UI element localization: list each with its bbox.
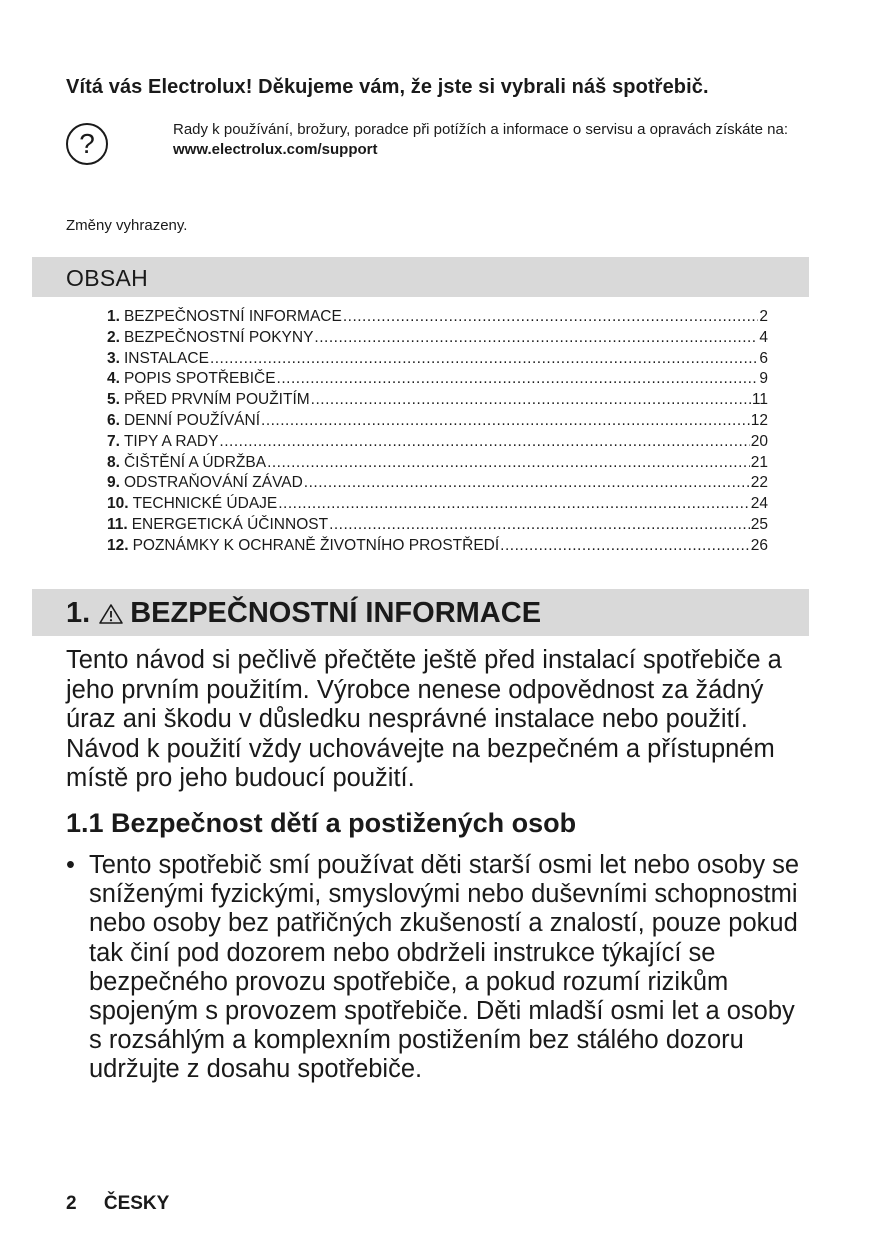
warning-triangle-icon: [98, 602, 124, 626]
toc-leader-dots: [311, 390, 751, 411]
toc-item[interactable]: [107, 411, 768, 432]
toc-item-page: 26: [750, 536, 768, 554]
toc-item-number: 9.: [107, 474, 120, 492]
toc-item[interactable]: [107, 369, 768, 390]
toc-item-number: 2.: [107, 328, 120, 346]
toc-leader-dots: [261, 411, 750, 432]
toc-item-page: 9: [759, 370, 768, 388]
toc-item[interactable]: [107, 390, 768, 411]
question-mark-circle-icon: ?: [66, 123, 108, 165]
toc-item[interactable]: [107, 453, 768, 474]
toc-item-page: 4: [759, 328, 768, 346]
subsection-title: 1.1 Bezpečnost dětí a postižených osob: [66, 808, 577, 838]
toc-item-label: DENNÍ POUŽÍVÁNÍ: [123, 411, 261, 429]
section-title: [66, 597, 541, 630]
toc-item-label: PŘED PRVNÍM POUŽITÍM: [123, 391, 310, 409]
support-info: [173, 120, 813, 160]
toc-item-label: INSTALACE: [123, 349, 209, 367]
section-number: 1.: [66, 597, 91, 629]
toc-item-number: 11.: [107, 515, 128, 533]
toc-leader-dots: [219, 432, 749, 453]
support-text: Rady k používání, brožury, poradce při potížích a informace o servisu a opravách získáte na:: [173, 121, 789, 138]
toc-item-number: 1.: [107, 308, 120, 325]
toc-leader-dots: [277, 369, 759, 390]
toc-item-page: 2: [759, 308, 768, 325]
toc-item-label: ENERGETICKÁ ÚČINNOST: [131, 515, 329, 533]
language-label: ČESKY: [103, 1193, 170, 1214]
toc-item[interactable]: [107, 473, 768, 494]
bullet-list: [66, 851, 811, 1085]
toc-item-number: 4.: [107, 370, 120, 388]
table-of-contents: [107, 307, 768, 557]
toc-item-label: ODSTRAŇOVÁNÍ ZÁVAD: [123, 474, 303, 492]
toc-item[interactable]: [107, 349, 768, 370]
toc-item-label: POPIS SPOTŘEBIČE: [123, 370, 276, 388]
toc-leader-dots: [314, 328, 758, 349]
toc-item-page: 12: [750, 411, 768, 429]
page-number: 2: [66, 1193, 77, 1214]
toc-leader-dots: [267, 453, 750, 474]
toc-item-page: 11: [751, 391, 768, 409]
toc-leader-dots: [278, 494, 750, 515]
list-item: [66, 851, 811, 1085]
section-header-bar: [32, 589, 809, 636]
page-footer: [66, 1193, 169, 1215]
toc-title: OBSAH: [66, 265, 149, 291]
toc-item[interactable]: [107, 536, 768, 557]
toc-item-label: ČIŠTĚNÍ A ÚDRŽBA: [123, 453, 267, 471]
toc-item-number: 5.: [107, 391, 120, 409]
welcome-heading: Vítá vás Electrolux! Děkujeme vám, že jste si vybrali náš spotřebič.: [66, 76, 709, 98]
toc-item-page: 22: [750, 474, 768, 492]
toc-item[interactable]: [107, 515, 768, 536]
toc-item-number: 3.: [107, 349, 120, 367]
section-title-text: BEZPEČNOSTNÍ INFORMACE: [130, 597, 542, 629]
bullet-icon: •: [66, 851, 75, 879]
toc-leader-dots: [210, 349, 758, 370]
toc-item-label: TECHNICKÉ ÚDAJE: [132, 495, 278, 513]
toc-item-label: BEZPEČNOSTNÍ POKYNY: [123, 328, 314, 346]
toc-item-page: 20: [750, 432, 768, 450]
toc-item-label: POZNÁMKY K OCHRANĚ ŽIVOTNÍHO PROSTŘEDÍ: [132, 536, 500, 554]
toc-item-number: 7.: [107, 432, 120, 450]
toc-item-page: 24: [750, 495, 768, 513]
toc-item-page: 21: [750, 453, 768, 471]
list-item-text: Tento spotřebič smí používat děti starší osmi let nebo osoby se sníženými fyzickými, smyslovými nebo duševními schopnostmi nebo osoby bez patřičných zkušeností a znalostí, pouze pokud tak činí pod dozorem nebo obdrželi instrukce týkající se bezpečného provozu spotřebiče, a pokud rozumí rizikům spojeným s provozem spotřebiče. Děti mladší osmi let a osoby s rozsáhlým a komplexním postižením bez stálého dozoru udržujte z dosahu spotřebiče.: [89, 851, 800, 1084]
toc-item-label: BEZPEČNOSTNÍ INFORMACE: [123, 308, 342, 325]
toc-item-page: 6: [759, 349, 768, 367]
toc-item[interactable]: [107, 328, 768, 349]
toc-header-bar: [32, 257, 809, 297]
toc-item-number: 12.: [107, 536, 129, 554]
toc-leader-dots: [304, 473, 750, 494]
toc-leader-dots: [500, 536, 750, 557]
toc-item[interactable]: [107, 494, 768, 515]
toc-leader-dots: [343, 307, 759, 328]
toc-item-number: 6.: [107, 411, 120, 429]
changes-reserved-note: Změny vyhrazeny.: [66, 217, 188, 234]
toc-item[interactable]: [107, 432, 768, 453]
toc-item-number: 8.: [107, 453, 120, 471]
toc-item-number: 10.: [107, 495, 129, 513]
toc-item-page: 25: [750, 515, 768, 533]
toc-item[interactable]: [107, 307, 768, 328]
toc-leader-dots: [329, 515, 750, 536]
toc-item-label: TIPY A RADY: [123, 432, 219, 450]
section-intro-paragraph: Tento návod si pečlivě přečtěte ještě před instalací spotřebiče a jeho prvním použitím. Výrobce nenese odpovědnost za žádný úraz ani škodu v důsledku nesprávné instalace nebo použití. Návod k použití vždy uchovávejte na bezpečném a přístupném místě pro jeho budoucí použití.: [66, 646, 782, 792]
support-url-link[interactable]: www.electrolux.com/support: [173, 141, 378, 158]
